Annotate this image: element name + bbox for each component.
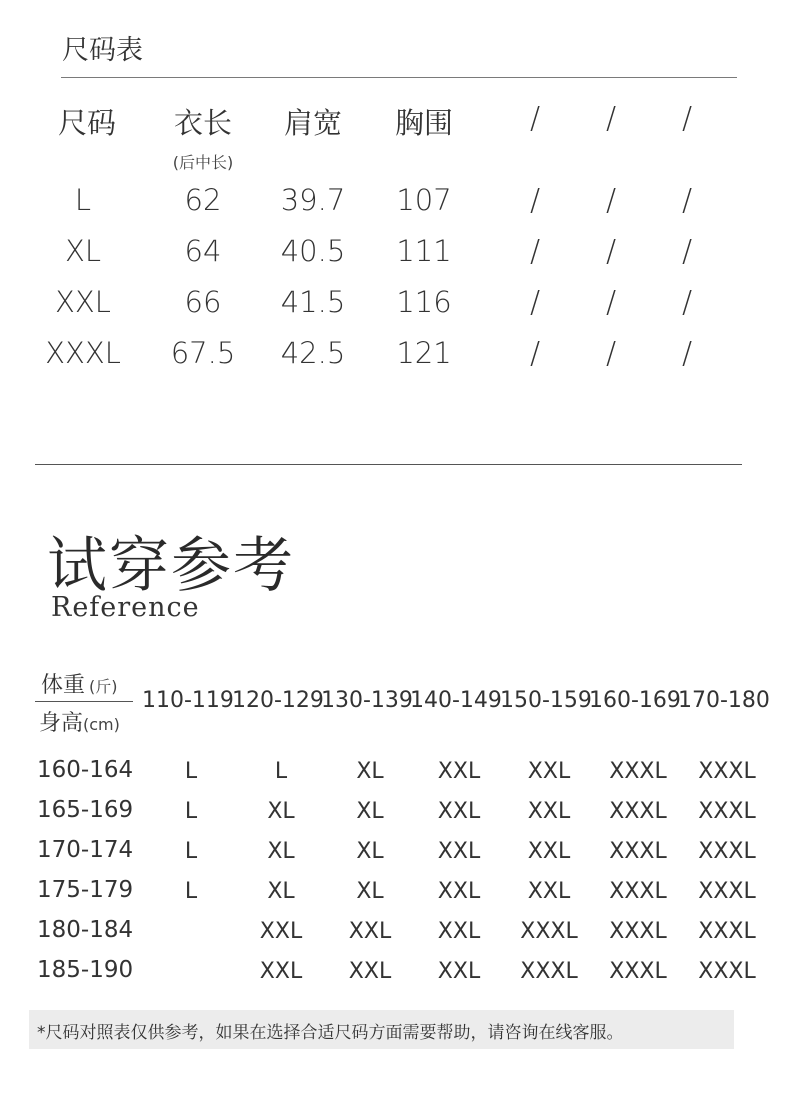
size-recommendation-cell: XXXL	[609, 879, 667, 904]
size-recommendation-cell: L	[184, 879, 198, 904]
size-cell: /	[681, 234, 693, 269]
size-cell: /	[529, 234, 541, 269]
size-recommendation-cell: XXXL	[520, 959, 578, 984]
size-cell: 116	[396, 285, 452, 319]
size-header-cell: 衣长	[173, 106, 232, 140]
size-recommendation-cell: XXXL	[609, 959, 667, 984]
header-divider	[35, 701, 133, 702]
size-cell: /	[605, 183, 617, 218]
size-table-title: 尺码表	[62, 35, 143, 66]
weight-label: 体重	[41, 673, 86, 698]
weight-column-header: 150-159	[500, 688, 592, 713]
size-cell: 64	[184, 234, 222, 268]
size-recommendation-cell: XXXL	[698, 799, 756, 824]
size-recommendation-cell: XL	[356, 879, 384, 904]
size-cell: L	[74, 183, 92, 217]
size-header-cell: /	[605, 101, 617, 136]
size-recommendation-cell: XXXL	[698, 759, 756, 784]
size-cell: 66	[184, 285, 222, 319]
weight-unit: (斤)	[89, 677, 118, 696]
weight-column-header: 170-180	[678, 688, 770, 713]
size-header-cell: /	[681, 101, 693, 136]
size-cell: 42.5	[280, 336, 346, 370]
title-divider	[61, 77, 737, 78]
height-row-label: 160-164	[37, 757, 134, 783]
size-recommendation-cell: L	[184, 759, 198, 784]
size-header-cell: /	[529, 101, 541, 136]
size-cell: /	[529, 336, 541, 371]
size-recommendation-cell: XXL	[348, 959, 392, 984]
size-recommendation-cell: L	[184, 839, 198, 864]
size-recommendation-cell: XXXL	[609, 919, 667, 944]
size-cell: 67.5	[170, 336, 236, 370]
height-row-label: 175-179	[37, 877, 134, 903]
weight-column-header: 140-149	[410, 688, 502, 713]
size-recommendation-cell: XXL	[527, 839, 571, 864]
size-recommendation-cell: XXL	[527, 879, 571, 904]
weight-column-header: 120-129	[232, 688, 324, 713]
size-recommendation-cell: XXL	[437, 759, 481, 784]
reference-subtitle: Reference	[51, 592, 200, 623]
size-recommendation-cell: XXL	[437, 919, 481, 944]
disclaimer-note: *尺码对照表仅供参考，如果在选择合适尺码方面需要帮助，请咨询在线客服。	[37, 1023, 624, 1043]
size-recommendation-cell: XXXL	[698, 959, 756, 984]
size-recommendation-cell: XXL	[437, 879, 481, 904]
size-cell: 121	[396, 336, 452, 370]
size-header-cell: 尺码	[57, 106, 116, 140]
size-cell: /	[529, 285, 541, 320]
size-recommendation-cell: XXL	[259, 919, 303, 944]
size-recommendation-cell: XL	[356, 759, 384, 784]
corner-weight-label	[41, 668, 118, 699]
size-cell: /	[681, 336, 693, 371]
size-cell: /	[681, 183, 693, 218]
weight-column-header: 160-169	[589, 688, 681, 713]
size-header-cell: 胸围	[394, 106, 453, 140]
size-recommendation-cell: XL	[356, 839, 384, 864]
corner-height-label	[39, 706, 120, 737]
size-recommendation-cell: XL	[267, 879, 295, 904]
height-row-label: 180-184	[37, 917, 134, 943]
weight-column-header: 110-119	[142, 688, 234, 713]
height-label: 身高	[39, 711, 84, 736]
size-cell: 111	[396, 234, 452, 268]
size-cell: 41.5	[280, 285, 346, 319]
size-recommendation-cell: XXL	[527, 799, 571, 824]
height-row-label: 170-174	[37, 837, 134, 863]
size-recommendation-cell: XXXL	[698, 839, 756, 864]
size-cell: /	[605, 336, 617, 371]
reference-title: 试穿参考	[47, 531, 295, 601]
size-cell: XL	[64, 234, 102, 268]
size-cell: XXXL	[45, 336, 121, 370]
size-recommendation-cell: XXL	[259, 959, 303, 984]
section-divider	[35, 464, 742, 465]
weight-column-header: 130-139	[321, 688, 413, 713]
size-cell: /	[605, 285, 617, 320]
size-recommendation-cell: XXXL	[698, 879, 756, 904]
size-recommendation-cell: XXL	[437, 799, 481, 824]
length-note: (后中长)	[172, 153, 234, 172]
size-cell: 62	[184, 183, 222, 217]
size-header-cell: 肩宽	[283, 106, 342, 140]
size-recommendation-cell: XXXL	[698, 919, 756, 944]
size-cell: 40.5	[280, 234, 346, 268]
height-row-label: 165-169	[37, 797, 134, 823]
size-cell: /	[605, 234, 617, 269]
size-cell: 107	[396, 183, 452, 217]
size-recommendation-cell: L	[184, 799, 198, 824]
size-recommendation-cell: XL	[356, 799, 384, 824]
size-recommendation-cell: XXXL	[609, 799, 667, 824]
size-recommendation-cell: XXL	[348, 919, 392, 944]
size-cell: 39.7	[280, 183, 346, 217]
size-recommendation-cell: XXL	[437, 959, 481, 984]
size-recommendation-cell: XL	[267, 799, 295, 824]
height-unit: (cm)	[83, 715, 120, 734]
height-row-label: 185-190	[37, 957, 134, 983]
size-cell: /	[681, 285, 693, 320]
size-recommendation-cell: XXL	[437, 839, 481, 864]
size-recommendation-cell: L	[274, 759, 288, 784]
size-recommendation-cell: XXXL	[609, 759, 667, 784]
size-cell: XXL	[55, 285, 111, 319]
size-recommendation-cell: XXXL	[609, 839, 667, 864]
size-cell: /	[529, 183, 541, 218]
size-recommendation-cell: XL	[267, 839, 295, 864]
size-recommendation-cell: XXL	[527, 759, 571, 784]
size-recommendation-cell: XXXL	[520, 919, 578, 944]
